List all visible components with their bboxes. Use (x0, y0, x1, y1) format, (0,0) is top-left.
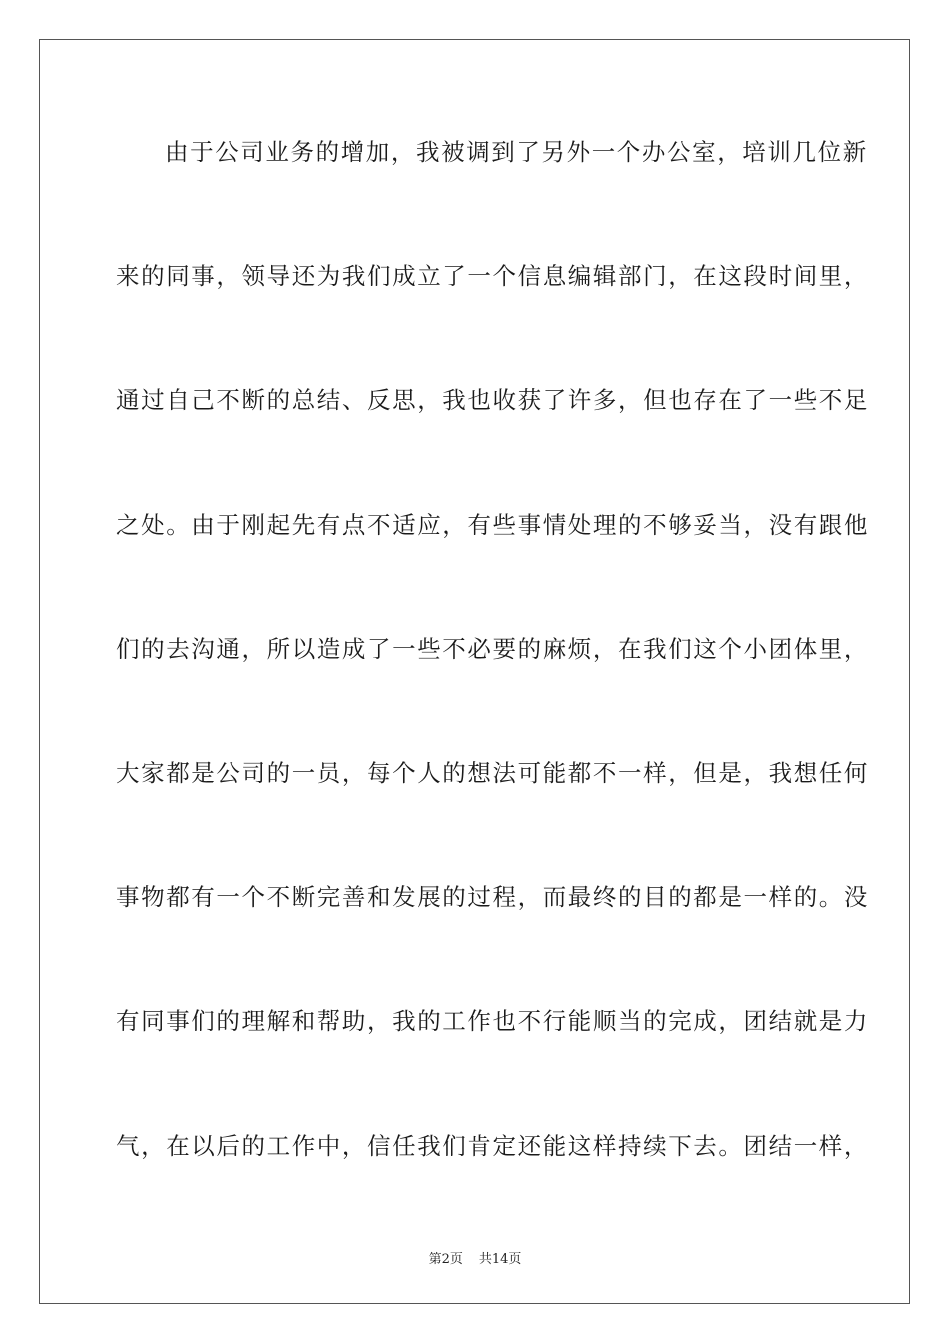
page-number: 第2页 (428, 1252, 463, 1267)
text-line: 事物都有一个不断完善和发展的过程，而最终的目的都是一样的。没 (116, 883, 869, 912)
text-line: 气，在以后的工作中，信任我们肯定还能这样持续下去。团结一样， (116, 1131, 869, 1160)
text-line: 之处。由于刚起先有点不适应，有些事情处理的不够妥当，没有跟他 (116, 510, 869, 539)
text-line: 大家都是公司的一员，每个人的想法可能都不一样，但是，我想任何 (116, 758, 869, 787)
text-line: 们的去沟通，所以造成了一些不必要的麻烦，在我们这个小团体里， (116, 634, 869, 663)
text-line: 通过自己不断的总结、反思，我也收获了许多，但也存在了一些不足 (116, 386, 869, 415)
text-line: 有同事们的理解和帮助，我的工作也不行能顺当的完成，团结就是力 (116, 1007, 869, 1036)
page-footer (0, 1248, 950, 1267)
body-paragraph (116, 124, 869, 1242)
text-line: 来的同事，领导还为我们成立了一个信息编辑部门，在这段时间里， (116, 262, 869, 291)
page-total: 共14页 (478, 1252, 522, 1267)
text-line: 由于公司业务的增加，我被调到了另外一个办公室，培训几位新 (165, 138, 868, 166)
